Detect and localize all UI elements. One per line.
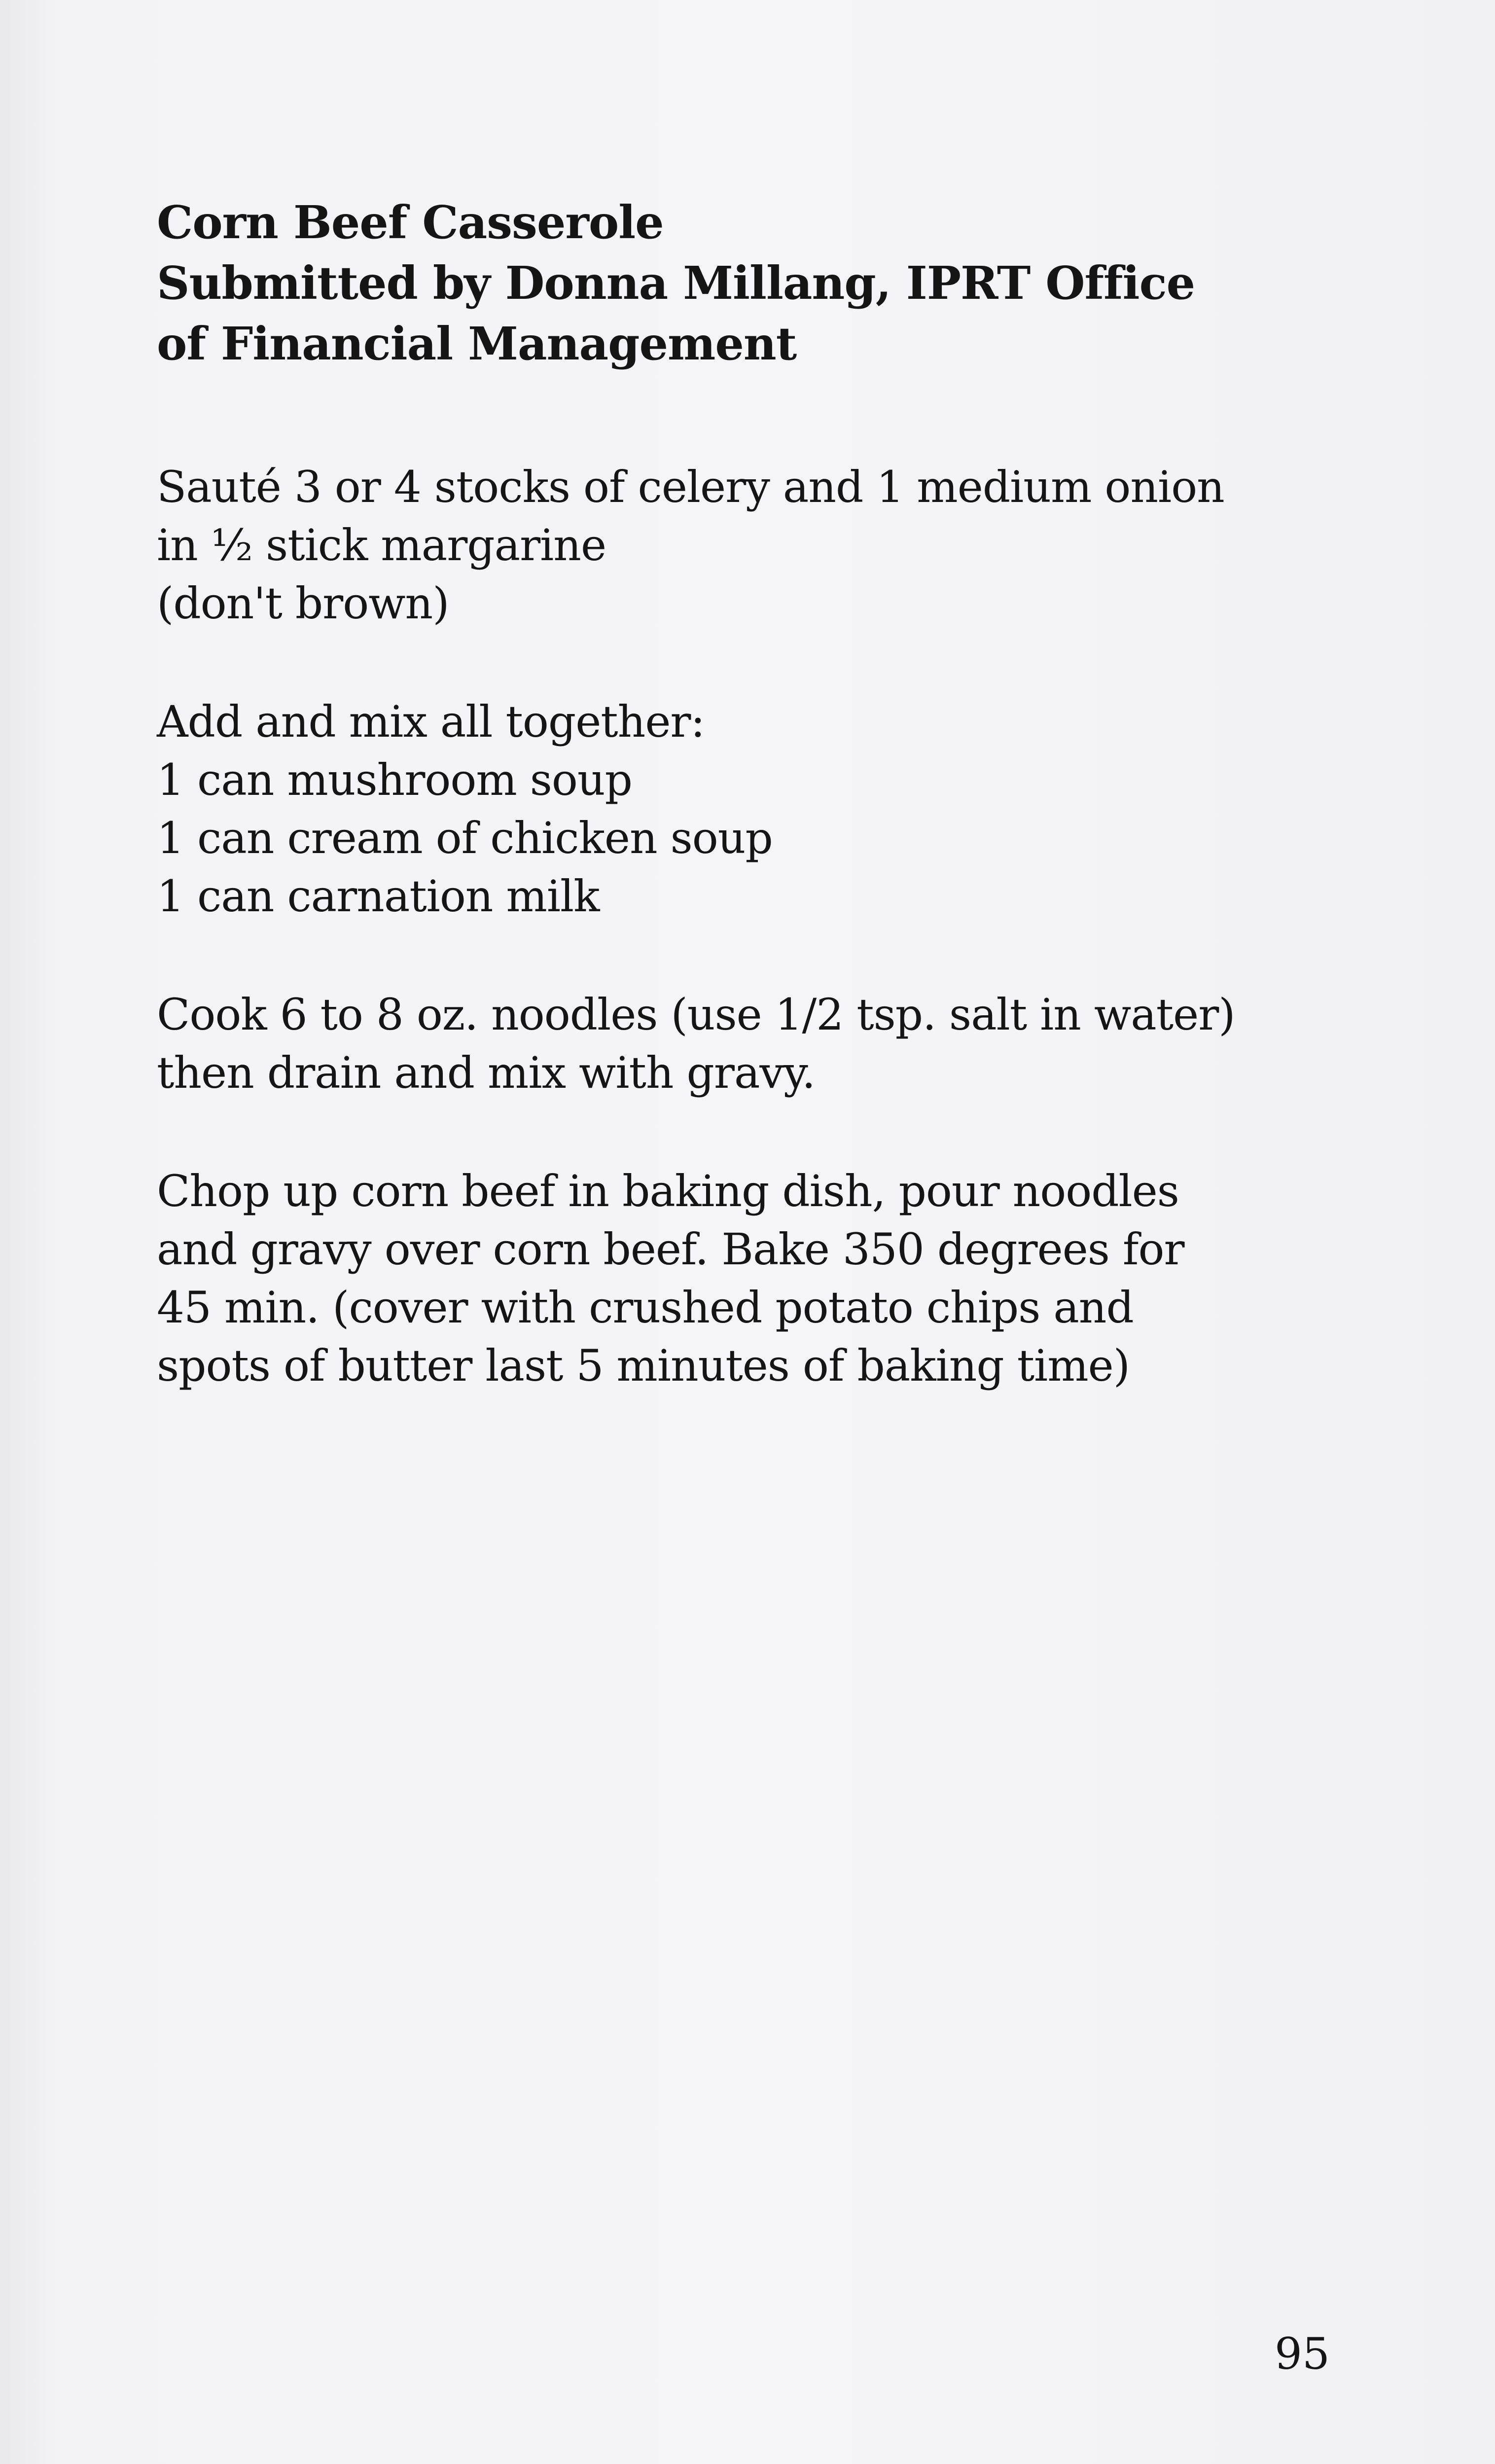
paragraph-line: 45 min. (cover with crushed potato chips and: [157, 1282, 1134, 1333]
instruction-paragraph: [157, 458, 1320, 633]
title-line: Corn Beef Casserole: [157, 196, 664, 249]
instruction-paragraph: [157, 986, 1320, 1102]
page-number: 95: [1275, 2328, 1330, 2379]
ingredient-paragraph: [157, 693, 1320, 926]
paragraph-line: (don't brown): [157, 578, 449, 629]
paragraph-line: 1 can mushroom soup: [157, 754, 632, 805]
paragraph-line: and gravy over corn beef. Bake 350 degrees for: [157, 1224, 1184, 1275]
paragraph-line: 1 can carnation milk: [157, 871, 600, 922]
title-line: Submitted by Donna Millang, IPRT Office: [157, 256, 1195, 310]
paragraph-line: Add and mix all together:: [157, 696, 705, 747]
recipe: [157, 192, 1320, 1395]
paragraph-line: spots of butter last 5 minutes of baking time): [157, 1340, 1130, 1391]
title-line: of Financial Management: [157, 317, 797, 370]
recipe-title: [157, 192, 1320, 374]
instruction-paragraph: [157, 1162, 1320, 1395]
paragraph-line: in ½ stick margarine: [157, 520, 606, 571]
paragraph-line: 1 can cream of chicken soup: [157, 813, 773, 863]
paragraph-line: Chop up corn beef in baking dish, pour noodles: [157, 1166, 1179, 1216]
paragraph-line: Sauté 3 or 4 stocks of celery and 1 medium onion: [157, 462, 1224, 512]
paragraph-line: then drain and mix with gravy.: [157, 1047, 816, 1098]
paragraph-line: Cook 6 to 8 oz. noodles (use 1/2 tsp. salt in water): [157, 989, 1235, 1040]
